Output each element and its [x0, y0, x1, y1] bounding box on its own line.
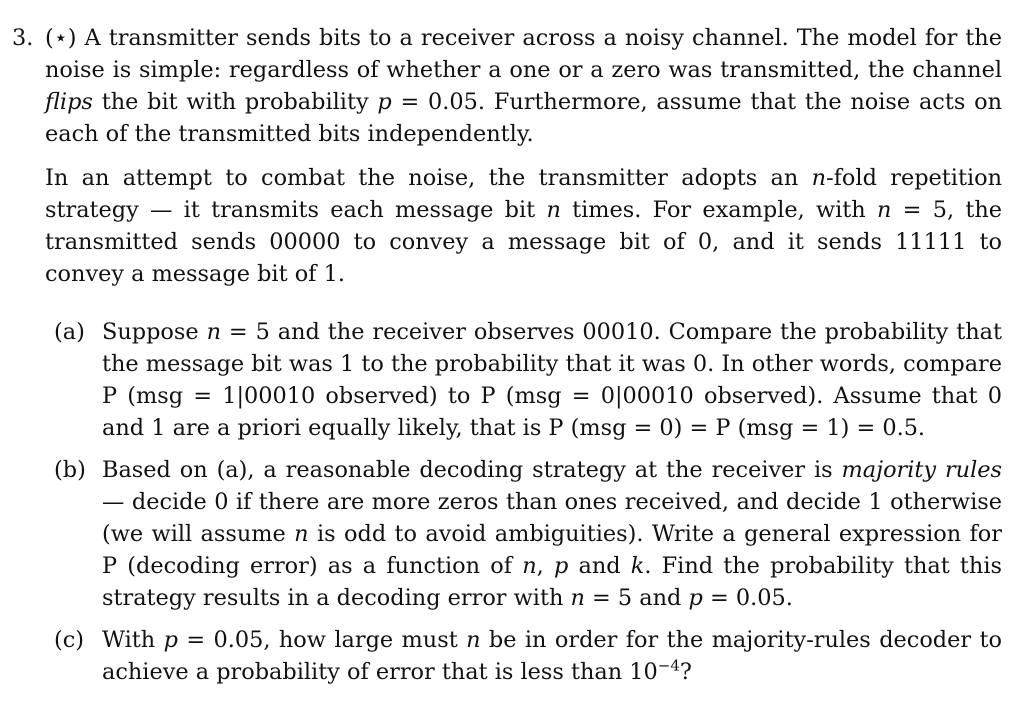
math-var-p: p	[688, 585, 703, 611]
math-var-n: n	[206, 319, 221, 345]
text-run: = 5 and	[584, 585, 689, 611]
problem-3	[12, 22, 1002, 688]
text-run: ,	[536, 553, 554, 579]
star-marker: (⋆)	[45, 25, 77, 51]
problem-intro-paragraph	[45, 22, 1002, 150]
text-run: = 0.05. Furthermore, assume that the noise acts on each of the transmitted bits independently.	[45, 89, 1002, 147]
text-run: is odd to avoid ambiguities). Write a general expression for P (decoding error) as a function of	[102, 521, 1002, 579]
text-run: Suppose	[102, 319, 207, 345]
math-var-p: p	[163, 627, 178, 653]
text-run: the bit with probability	[92, 89, 378, 115]
text-run: and	[568, 553, 631, 579]
emphasis-flips: flips	[45, 89, 93, 115]
text-run: = 0.05, how large must	[177, 627, 467, 653]
text-run: Based on (a), a reasonable decoding strategy at the receiver is	[102, 457, 842, 483]
math-var-n: n	[466, 627, 481, 653]
text-run: With	[102, 627, 164, 653]
subquestion-c	[54, 624, 1002, 688]
subquestion-label: (a)	[54, 319, 85, 345]
text-run: times. For example, with	[560, 197, 877, 223]
text-run: -fold repetition strategy — it transmits each message bit	[45, 165, 1003, 223]
text-run: ?	[679, 659, 692, 685]
repetition-strategy-paragraph	[45, 162, 1002, 290]
math-var-n: n	[877, 197, 892, 223]
math-var-n: n	[570, 585, 585, 611]
exponent: −4	[657, 656, 680, 675]
text-run: = 5, the transmitted sends 00000 to convey a message bit of 0, and it sends 11111 to convey a message bit of 1.	[45, 197, 1002, 287]
text-run: = 5 and the receiver observes 00010. Compare the probability that the message bit was 1 to the probability that it was 0. In other words, compare P (msg = 1|00010 observed) to P (msg = 0|00010 observed). Assume that 0 and 1 are a priori equally likely, that is P (msg = 0) = P (msg = 1) = 0.5.	[102, 319, 1003, 441]
math-var-k: k	[630, 553, 645, 579]
text-run: be in order for the majority-rules decoder to achieve a probability of error that is less than 10	[102, 627, 1002, 685]
text-run: . Find the probability that this strategy results in a decoding error with	[102, 553, 1002, 611]
text-run: A transmitter sends bits to a receiver across a noisy channel. The model for the noise is simple: regardless of whether a one or a zero was transmitted, the channel	[45, 25, 1002, 83]
math-var-p: p	[553, 553, 569, 579]
math-var-n: n	[522, 553, 537, 579]
subquestion-b	[54, 454, 1002, 614]
subquestion-label: (b)	[54, 457, 86, 483]
math-var-n: n	[294, 521, 309, 547]
subquestion-list	[54, 316, 1002, 688]
math-var-n: n	[546, 197, 561, 223]
text-run: In an attempt to combat the noise, the transmitter adopts an	[45, 165, 812, 191]
subquestion-label: (c)	[54, 627, 85, 653]
math-var-p: p	[377, 89, 392, 115]
emphasis-majority-rules: majority rules	[841, 457, 1002, 483]
problem-number: 3.	[12, 25, 34, 51]
text-run: = 0.05.	[702, 585, 793, 611]
text-run: — decide 0 if there are more zeros than ones received, and decide 1 otherwise (we will assume	[102, 489, 1002, 547]
math-var-n: n	[811, 165, 827, 191]
subquestion-a	[54, 316, 1002, 444]
